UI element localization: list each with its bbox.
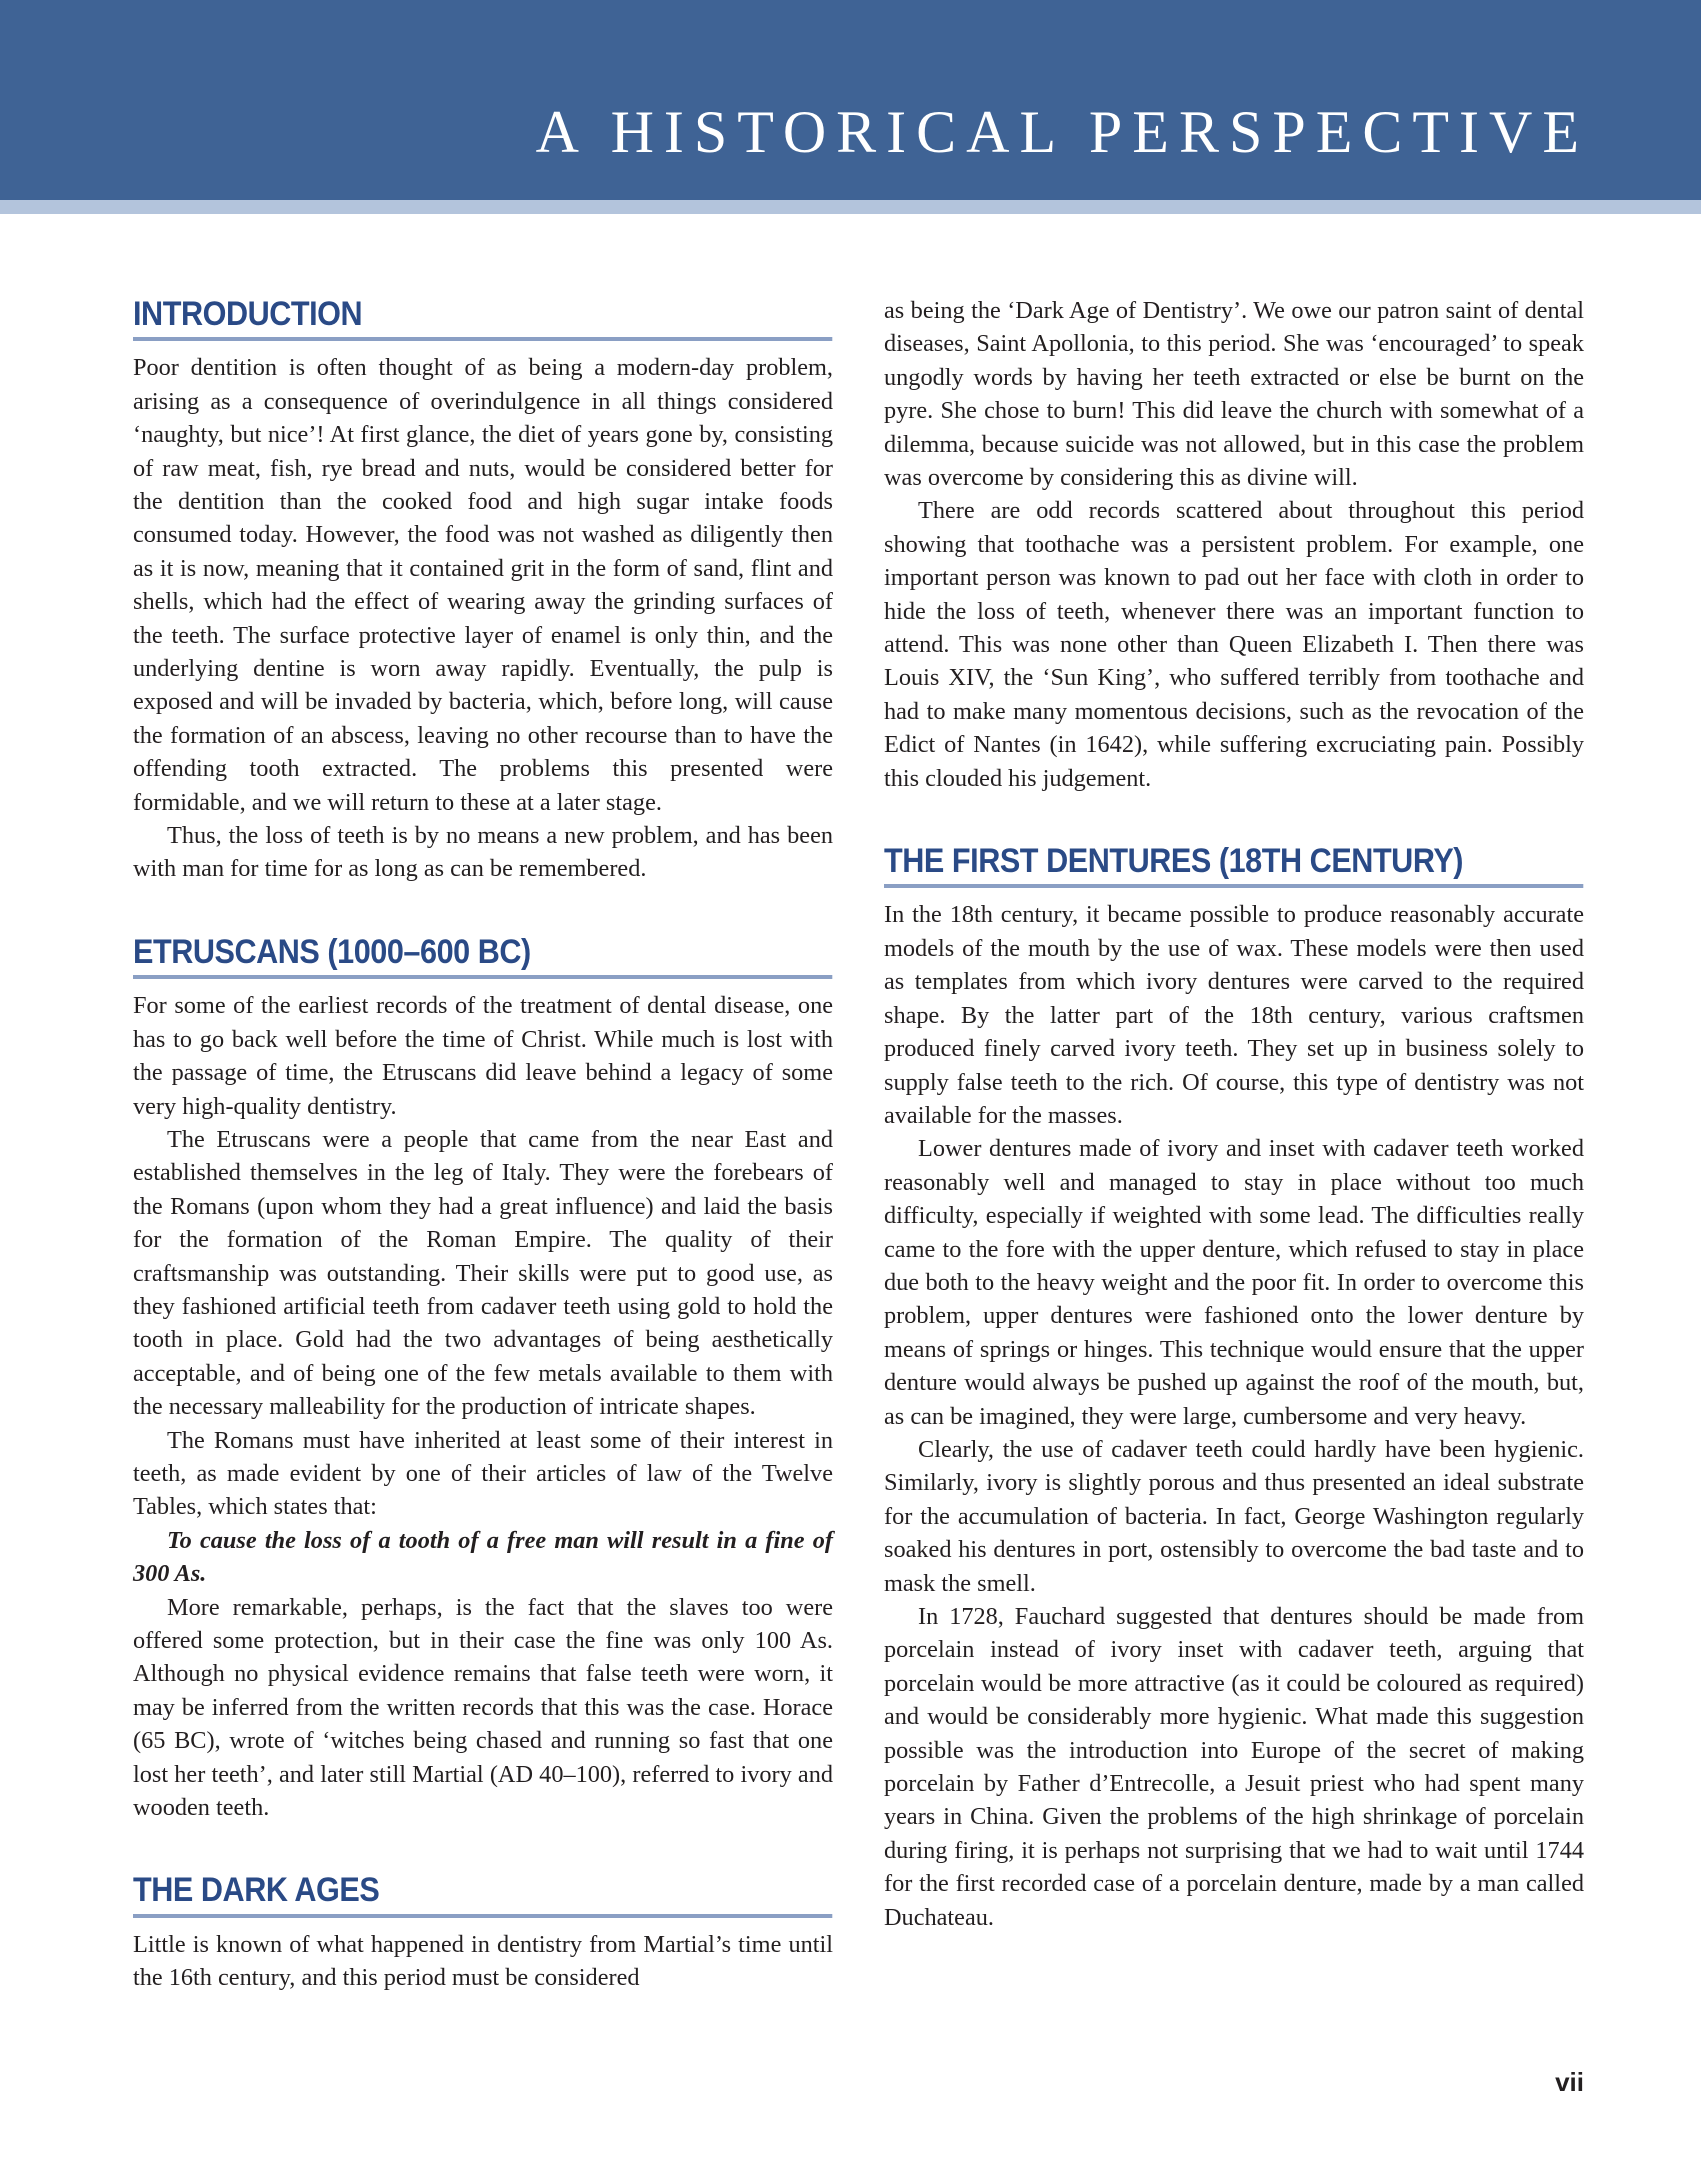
right-column	[884, 296, 1584, 1934]
section-heading-introduction: INTRODUCTION	[133, 296, 832, 341]
section-heading-dark-ages: THE DARK AGES	[133, 1872, 832, 1917]
paragraph: For some of the earliest records of the treatment of dental disease, one has to go back well before the time of Christ. While much is lost with the passage of time, the Etruscans did leave behind a legacy of some very high-quality dentistry.	[133, 992, 833, 1120]
paragraph: In 1728, Fauchard suggested that dentures should be made from porcelain instead of ivory inset with cadaver teeth, arguing that porcelain would be more attractive (as it could be coloured as required) and would be considerably more hygienic. What made this suggestion possible was the introduction into Europe of the secret of making porcelain by Father d’Entrecolle, a Jesuit priest who had spent many years in China. Given the problems of the high shrinkage of porcelain during firing, it is perhaps not surprising that we had to wait until 1744 for the first recorded case of a porcelain denture, made by a man called Duchateau.	[884, 1603, 1584, 1931]
page-number: vii	[1555, 2067, 1584, 2097]
banner-stripe	[0, 200, 1701, 214]
section-heading-first-dentures: THE FIRST DENTURES (18TH CENTURY)	[884, 843, 1583, 888]
law-quote: To cause the loss of a tooth of a free man will result in a fine of 300 As.	[133, 1526, 833, 1588]
paragraph: The Etruscans were a people that came from the near East and established themselves in the leg of Italy. They were the forebears of the Romans (upon whom they had a great influence) and laid the basis for the formation of the Roman Empire. The quality of their craftsmanship was outstanding. Their skills were put to good use, as they fashioned artificial teeth from cadaver teeth using gold to hold the tooth in place. Gold had the two advantages of being aesthetically acceptable, and of being one of the few metals available to them with the necessary malleability for the production of intricate shapes.	[133, 1125, 833, 1421]
paragraph: More remarkable, perhaps, is the fact that the slaves too were offered some protection, but in their case the fine was only 100 As. Although no physical evidence remains that false teeth were worn, it may be inferred from the written records that this was the case. Horace (65 BC), wrote of ‘witches being chased and running so fast that one lost her teeth’, and later still Martial (AD 40–100), referred to ivory and wooden teeth.	[133, 1593, 833, 1822]
paragraph: In the 18th century, it became possible to produce reasonably accurate models of the mouth by the use of wax. These models were then used as templates from which ivory dentures were carved to the required shape. By the latter part of the 18th century, various craftsmen produced finely carved ivory teeth. They set up in business solely to supply false teeth to the rich. Of course, this type of dentistry was not available for the masses.	[884, 901, 1584, 1129]
section-heading-etruscans: ETRUSCANS (1000–600 BC)	[133, 934, 832, 979]
paragraph: as being the ‘Dark Age of Dentistry’. We owe our patron saint of dental diseases, Saint Apollonia, to this period. She was ‘encouraged’ to speak ungodly words by having her teeth extracted or else be burnt on the pyre. She chose to burn! This did leave the church with somewhat of a dilemma, because suicide was not allowed, but in this case the problem was overcome by considering this as divine will.	[884, 297, 1584, 492]
chapter-title: A HISTORICAL PERSPECTIVE	[535, 99, 1589, 165]
paragraph: Thus, the loss of teeth is by no means a new problem, and has been with man for time for as long as can be remembered.	[133, 822, 833, 883]
paragraph: Clearly, the use of cadaver teeth could hardly have been hygienic. Similarly, ivory is slightly porous and thus presented an ideal substrate for the accumulation of bacteria. In fact, George Washington regularly soaked his dentures in port, ostensibly to overcome the bad taste and to mask the smell.	[884, 1435, 1584, 1597]
paragraph: The Romans must have inherited at least some of their interest in teeth, as made evident by one of their articles of law of the Twelve Tables, which states that:	[133, 1426, 833, 1521]
paragraph: Poor dentition is often thought of as being a modern-day problem, arising as a consequence of overindulgence in all things considered ‘naughty, but nice’! At first glance, the diet of years gone by, consisting of raw meat, fish, rye bread and nuts, would be considered better for the dentition than the cooked food and high sugar intake foods consumed today. However, the food was not washed as diligently then as it is now, meaning that it contained grit in the form of sand, flint and shells, which had the effect of wearing away the grinding surfaces of the teeth. The surface protective layer of enamel is only thin, and the underlying dentine is worn away rapidly. Eventually, the pulp is exposed and will be invaded by bacteria, which, before long, will cause the formation of an abscess, leaving no other recourse than to have the offending tooth extracted. The problems this presented were formidable, and we will return to these at a later stage.	[133, 354, 833, 816]
paragraph: Lower dentures made of ivory and inset with cadaver teeth worked reasonably well and managed to stay in place without too much difficulty, especially if weighted with some lead. The difficulties really came to the fore with the upper denture, which refused to stay in place due both to the heavy weight and the poor fit. In order to overcome this problem, upper dentures were fashioned onto the lower denture by means of springs or hinges. This technique would ensure that the upper denture would always be pushed up against the roof of the mouth, but, as can be imagined, they were large, cumbersome and very heavy.	[884, 1135, 1584, 1430]
left-column	[133, 296, 833, 1995]
paragraph: Little is known of what happened in dentistry from Martial’s time until the 16th century, and this period must be considered	[133, 1930, 833, 1992]
paragraph: There are odd records scattered about throughout this period showing that toothache was a persistent problem. For example, one important person was known to pad out her face with cloth in order to hide the loss of teeth, whenever there was an important function to attend. This was none other than Queen Elizabeth I. Then there was Louis XIV, the ‘Sun King’, who suffered terribly from toothache and had to make many momentous decisions, such as the revocation of the Edict of Nantes (in 1642), while suffering excruciating pain. Possibly this clouded his judgement.	[884, 497, 1584, 792]
